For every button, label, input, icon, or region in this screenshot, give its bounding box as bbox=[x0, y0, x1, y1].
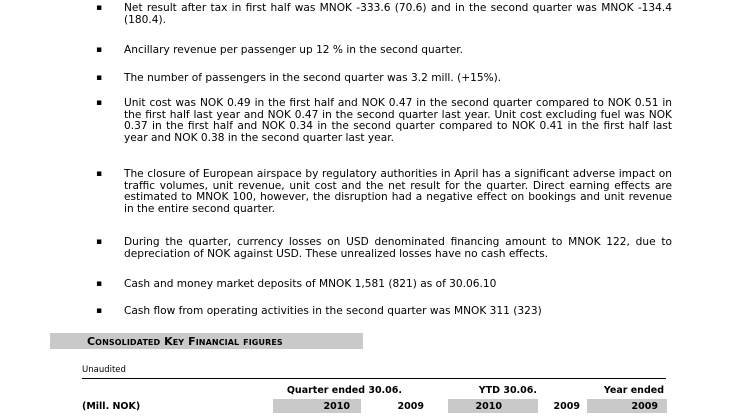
column-header-q2-2009: 2009 bbox=[397, 401, 424, 412]
bullet-text: Ancillary revenue per passenger up 12 % in the second quarter. bbox=[124, 44, 463, 56]
bullet-marker: ▪ bbox=[96, 306, 103, 316]
bullet-text: Cash and money market deposits of MNOK 1,581 (821) as of 30.06.10 bbox=[124, 278, 497, 290]
bullet-marker: ▪ bbox=[96, 98, 103, 108]
bullet-marker: ▪ bbox=[96, 169, 103, 179]
bullet-marker: ▪ bbox=[96, 45, 103, 55]
column-header-ytd-2010: 2010 bbox=[475, 401, 502, 412]
bullet-marker: ▪ bbox=[96, 279, 103, 289]
column-header-ytd-2009: 2009 bbox=[553, 401, 580, 412]
header-ytd: YTD 30.06. bbox=[478, 385, 537, 396]
bullet-text: The closure of European airspace by regulatory authorities in April has a significant adverse impact on traffic volumes, unit revenue, unit cost and the net result for the quarter. Direct earning effects are estimated to MNOK 100, however, the disruption had a negative effect on bookings and unit revenue in the entire second quarter. bbox=[124, 168, 672, 215]
bullet-marker: ▪ bbox=[96, 237, 103, 247]
bullet-marker: ▪ bbox=[96, 3, 103, 13]
bullet-text: Net result after tax in first half was MNOK -333.6 (70.6) and in the second quarter was MNOK -134.4 (180.4). bbox=[124, 2, 672, 26]
unit-label: (Mill. NOK) bbox=[82, 401, 141, 412]
table-top-rule bbox=[82, 378, 666, 379]
bullet-marker: ▪ bbox=[96, 73, 103, 83]
header-quarter-ended: Quarter ended 30.06. bbox=[286, 385, 402, 396]
column-header-year-2009: 2009 bbox=[631, 401, 658, 412]
unaudited-label: Unaudited bbox=[82, 365, 126, 375]
column-header-q2-2010: 2010 bbox=[323, 401, 350, 412]
bullet-text: Unit cost was NOK 0.49 in the first half and NOK 0.47 in the second quarter compared to NOK 0.51 in the first half last year and NOK 0.47 in the second quarter last year. Unit cost excluding fuel was NOK 0.37 in the first half and NOK 0.34 in the second quarter compared to NOK 0.41 in the first half last year and NOK 0.38 in the second quarter last year. bbox=[124, 97, 672, 144]
header-year-ended: Year ended bbox=[603, 385, 664, 396]
bullet-text: During the quarter, currency losses on USD denominated financing amount to MNOK 122, due to depreciation of NOK against USD. These unrealized losses have no cash effects. bbox=[124, 236, 672, 260]
section-heading: Consolidated Key Financial figures bbox=[87, 335, 283, 348]
bullet-text: Cash flow from operating activities in the second quarter was MNOK 311 (323) bbox=[124, 305, 542, 317]
bullet-text: The number of passengers in the second quarter was 3.2 mill. (+15%). bbox=[124, 72, 502, 84]
